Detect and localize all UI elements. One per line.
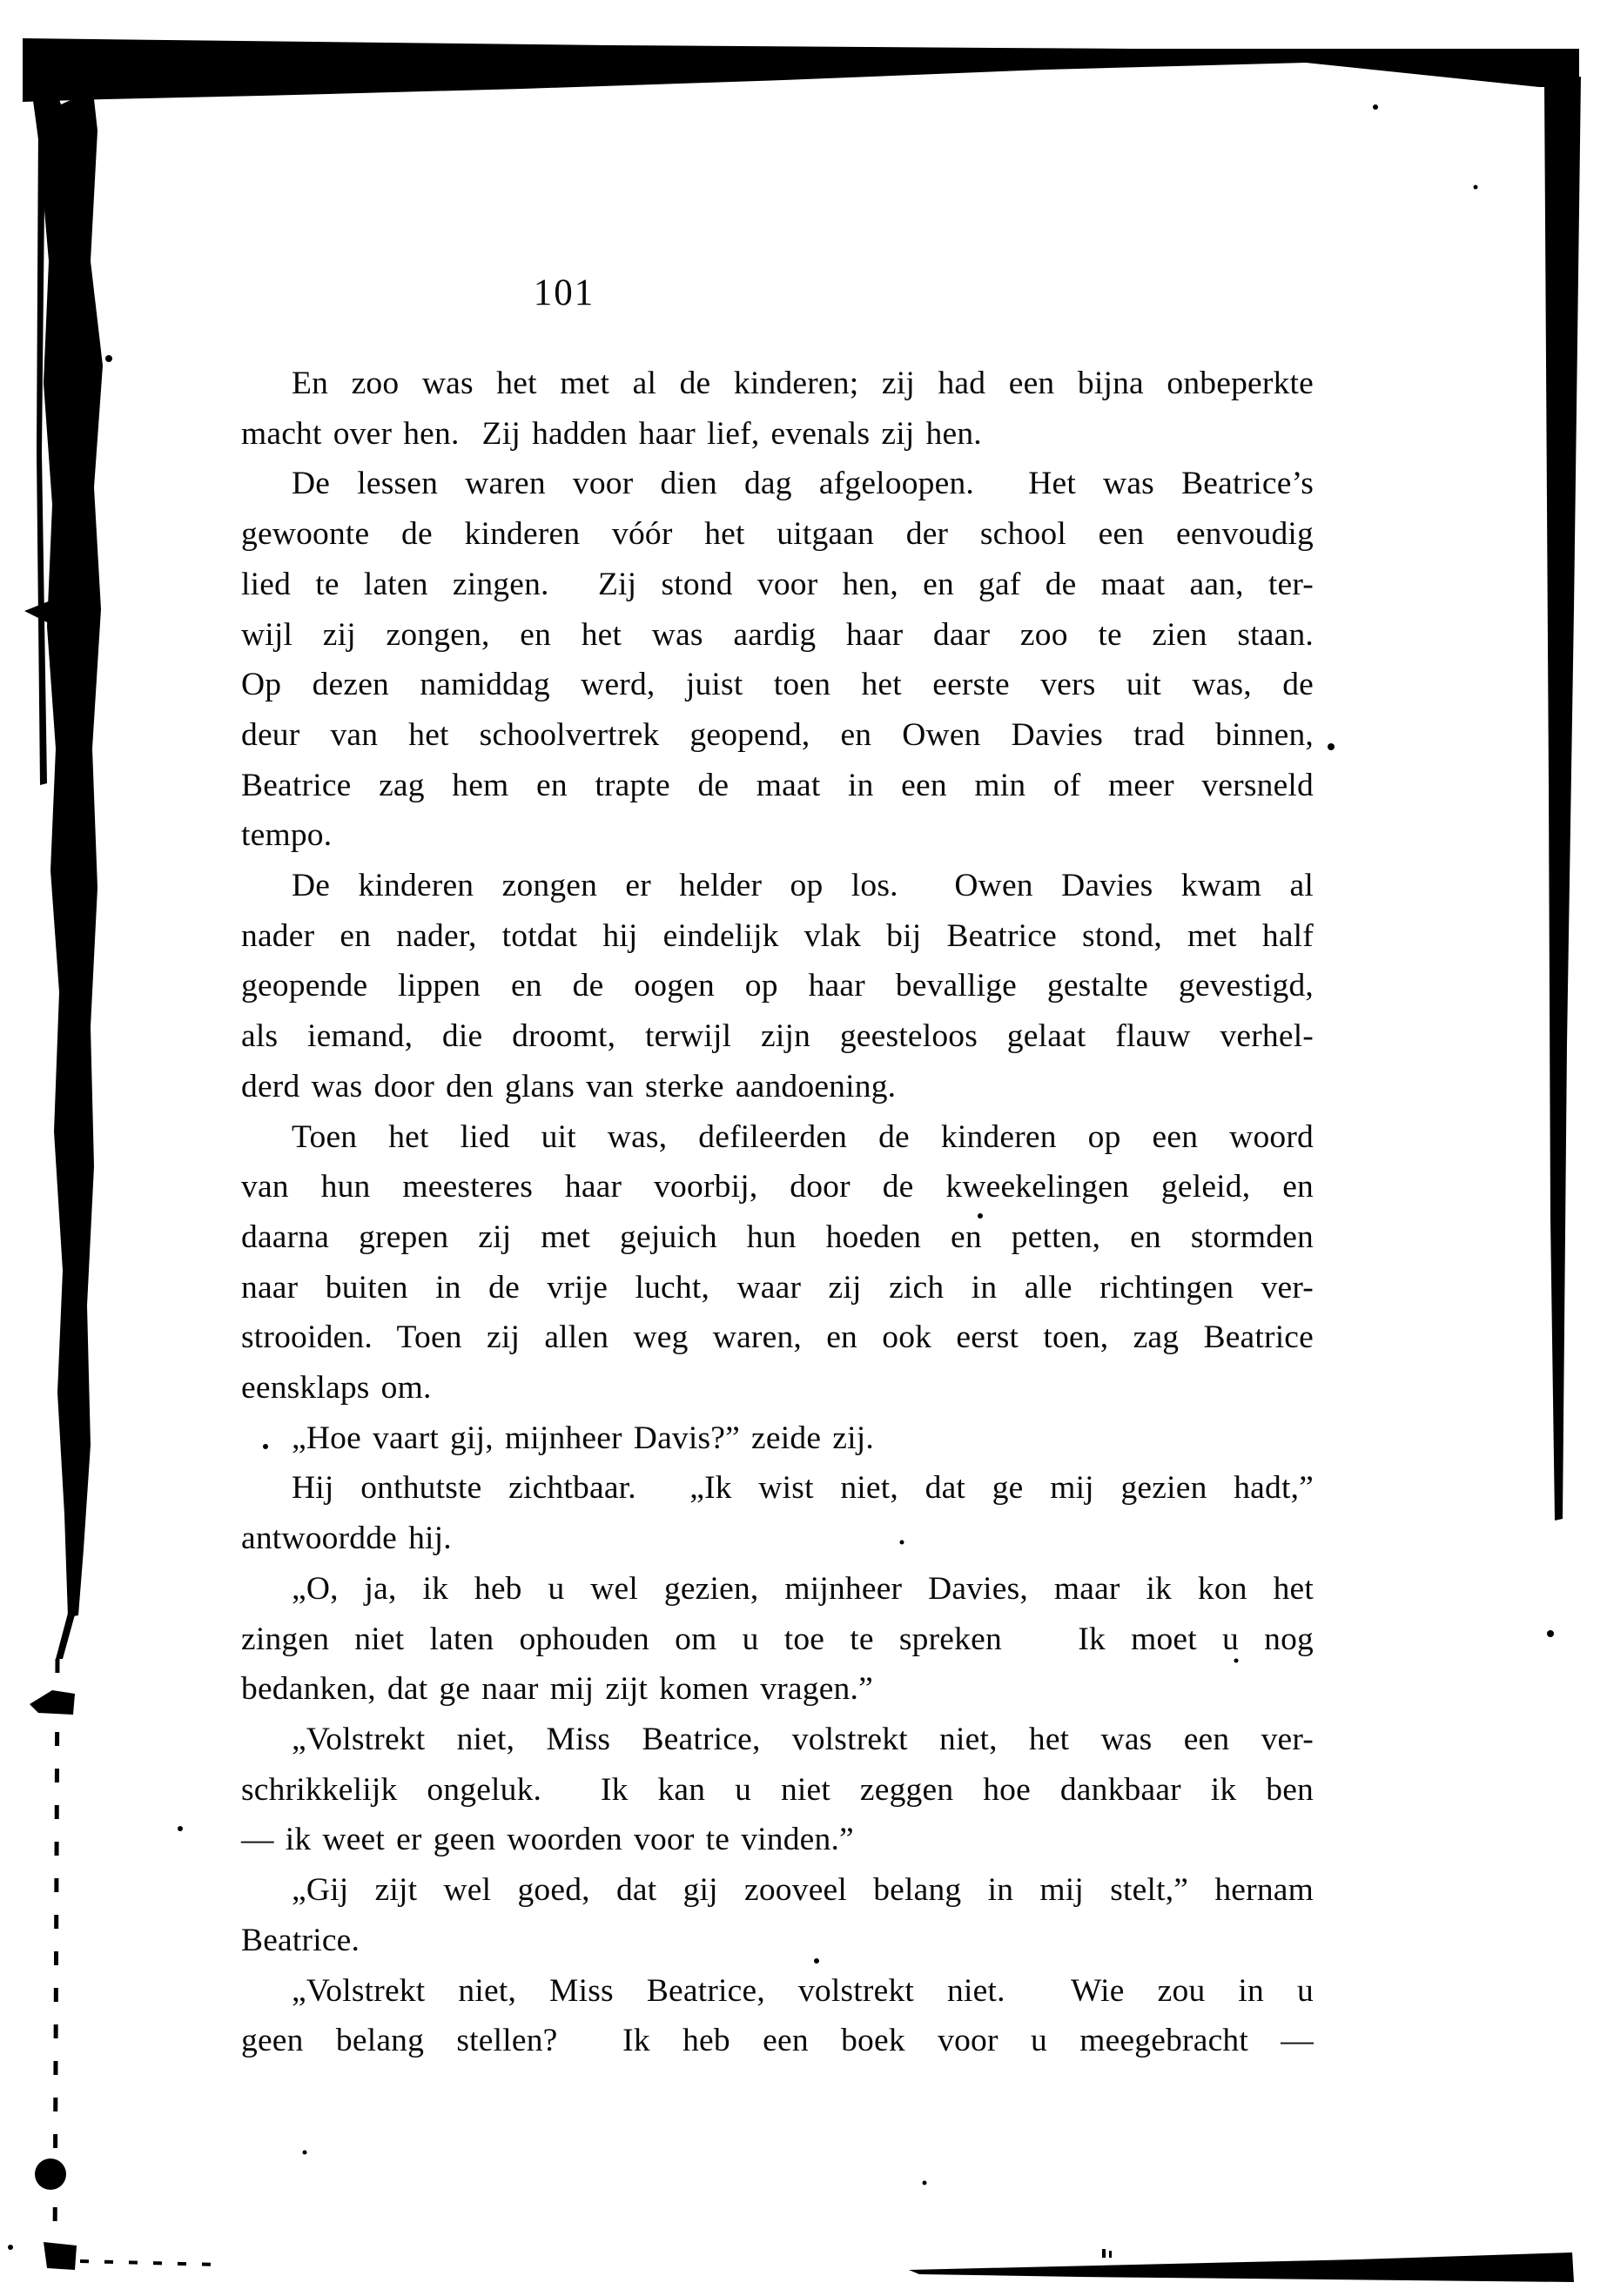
text-line: eensklaps om. [241, 1370, 432, 1406]
text-line: strooiden. Toen zij allen weg waren, en ook eerst toen, zag Beatrice [241, 1319, 1314, 1356]
binding-round-blob [35, 2158, 66, 2190]
text-line: De kinderen zongen er helder op los. Owen Davies kwam al [292, 868, 1314, 904]
text-line: als iemand, die droomt, terwijl zijn geesteloos gelaat flauw verhel- [241, 1018, 1314, 1055]
text-line: schrikkelijk ongeluk. Ik kan u niet zeggen hoe dankbaar ik ben [241, 1771, 1314, 1808]
page-number: 101 [533, 272, 595, 313]
text-line: lied te laten zingen. Zij stond voor hen, en gaf de maat aan, ter- [241, 566, 1314, 602]
text-line: deur van het schoolvertrek geopend, en Owen Davies trad binnen, [241, 716, 1314, 753]
ink-speck [178, 1826, 183, 1831]
text-line: geen belang stellen? Ik heb een boek voor u meegebracht — [241, 2023, 1314, 2059]
bottom-right-tick [1102, 2249, 1106, 2258]
binding-boot-mark [30, 1690, 75, 1715]
ink-speck [1547, 1630, 1554, 1637]
ink-speck [1328, 743, 1335, 750]
text-line: naar buiten in de vrije lucht, waar zij zich in alle richtingen ver- [241, 1269, 1314, 1306]
scan-edge-right [1544, 77, 1581, 1521]
text-line: gewoonte de kinderen vóór het uitgaan der school een eenvoudig [241, 516, 1314, 553]
text-line: „Volstrekt niet, Miss Beatrice, volstrekt niet, het was een ver- [292, 1721, 1314, 1757]
text-line: Toen het lied uit was, defileerden de kinderen op een woord [292, 1118, 1314, 1155]
text-line: „Volstrekt niet, Miss Beatrice, volstrekt niet. Wie zou in u [292, 1972, 1314, 2009]
text-line: nader en nader, totdat hij eindelijk vlak bij Beatrice stond, met half [241, 917, 1314, 954]
text-line: zingen niet laten ophouden om u toe te spreken Ik moet u nog [241, 1621, 1314, 1657]
body-text [241, 359, 1314, 2066]
text-line: — ik weet er geen woorden voor te vinden.” [241, 1822, 854, 1858]
ink-speck [105, 355, 112, 362]
ink-speck [923, 2181, 927, 2185]
text-line: Op dezen namiddag werd, juist toen het eerste vers uit was, de [241, 667, 1314, 703]
text-line: tempo. [241, 817, 333, 854]
bottom-right-tick [1109, 2251, 1112, 2258]
text-line: De lessen waren voor dien dag afgeloopen. Het was Beatrice’s [292, 466, 1314, 502]
bottom-left-mark [44, 2242, 77, 2270]
scan-edge-left-upper [30, 73, 103, 1617]
text-line: „O, ja, ik heb u wel gezien, mijnheer Davies, maar ik kon het [292, 1570, 1314, 1607]
text-line: „Gij zijt wel goed, dat gij zooveel belang in mij stelt,” hernam [292, 1872, 1314, 1909]
text-line: Beatrice. [241, 1922, 360, 1958]
bottom-left-dashes [80, 2261, 218, 2265]
scan-edge-bottom-right [909, 2252, 1574, 2282]
text-line: wijl zij zongen, en het was aardig haar daar zoo te zien staan. [241, 616, 1314, 653]
binding-blob [24, 594, 92, 632]
ink-speck [1474, 185, 1478, 190]
scan-edge-left-line [55, 1659, 57, 2259]
ink-speck [303, 2151, 307, 2155]
scan-edge-top [23, 38, 1579, 102]
scan-edge-left-taper [56, 1607, 77, 1659]
text-line: macht over hen. Zij hadden haar lief, evenals zij hen. [241, 415, 982, 452]
ink-speck [8, 2245, 13, 2250]
ink-speck [1373, 104, 1378, 110]
scan-edge-left-inner [37, 122, 47, 785]
text-line: antwoordde hij. [241, 1521, 452, 1557]
text-line: geopende lippen en de oogen op haar bevallige gestalte gevestigd, [241, 968, 1314, 1004]
text-line: daarna grepen zij met gejuich hun hoeden en petten, en stormden [241, 1218, 1314, 1255]
text-line: Hij onthutste zichtbaar. „Ik wist niet, dat ge mij gezien hadt,” [292, 1470, 1314, 1507]
text-line: bedanken, dat ge naar mij zijt komen vragen.” [241, 1671, 873, 1708]
text-line: En zoo was het met al de kinderen; zij had een bijna onbeperkte [292, 366, 1314, 401]
text-line: derd was door den glans van sterke aandoening. [241, 1068, 897, 1104]
text-line: Beatrice zag hem en trapte de maat in een min of meer versneld [241, 767, 1314, 803]
text-line: van hun meesteres haar voorbij, door de kweekelingen geleid, en [241, 1169, 1314, 1205]
text-line: „Hoe vaart gij, mijnheer Davis?” zeide zij. [292, 1420, 874, 1456]
